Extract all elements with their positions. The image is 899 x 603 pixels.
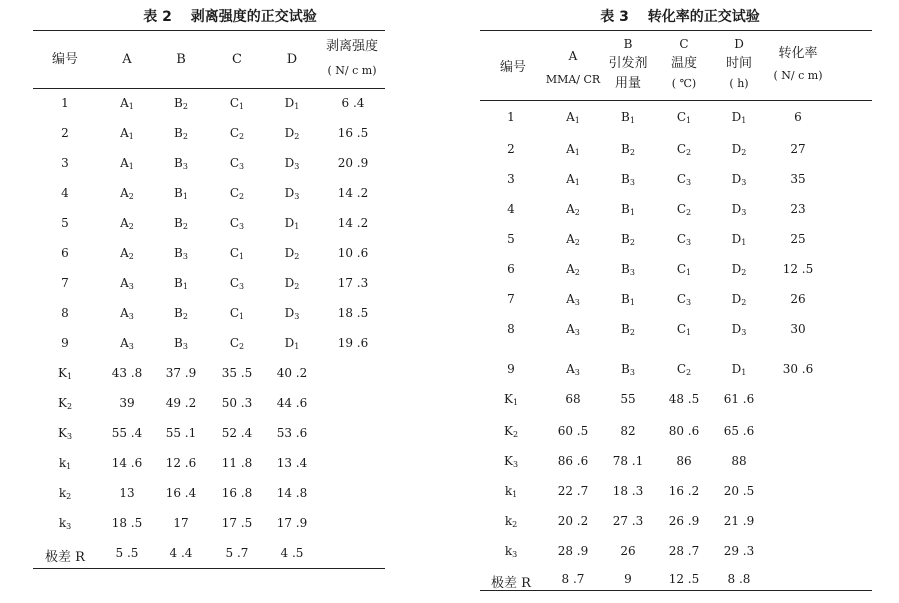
table2-header-c: C [232,52,242,67]
table3-cell-d: 29 .3 [723,544,755,558]
table3-cell-b: $B_2$ [621,322,635,337]
table3-header-c-line1: C [679,37,689,51]
table2-header-peel [316,37,388,81]
table2-cell-b: 17 [173,516,189,530]
table3-cell-c: 12 .5 [668,572,700,586]
table3-header-a-line2: MMA/ CR [545,73,601,86]
table3-cell-a: 60 .5 [557,424,589,438]
table2-cell-v: 20 .9 [337,156,369,170]
table2-cell-a: $A_1$ [120,156,134,171]
table2-cell-d: $D_1$ [284,96,300,111]
table3-header-b-line3: 用量 [614,76,641,91]
table2-caption: 表 2 剥离强度的正交试验 [143,9,317,25]
table3-cell-v: 26 [790,292,806,306]
table3-cell-no: 4 [507,202,515,216]
table3-cell-c: $C_3$ [676,172,692,187]
table2-cell-no: $k_2$ [58,486,72,501]
table3-cell-d: $D_2$ [731,262,747,277]
table2-cell-a: 39 [119,396,135,410]
table3-header-c [662,34,706,94]
table2-cell-b: $B_1$ [174,186,188,201]
table2-bottom-rule [33,568,385,569]
table3-header-b [606,34,650,94]
table3-header-d-line1: D [734,37,744,51]
table3-cell-no: $K_3$ [503,454,519,469]
table3-cell-b: 27 .3 [612,514,644,528]
table2-cell-a: $A_3$ [120,306,134,321]
table2-header-a: A [122,52,132,67]
table3-cell-v: 23 [790,202,806,216]
table3-caption: 表 3 转化率的正交试验 [600,9,760,25]
table3-header-rate-line2: ( N/ c m) [773,69,823,82]
table3-cell-no: 5 [507,232,515,246]
table3-header-rate-line1: 转化率 [778,46,818,61]
table3-cell-no: 3 [507,172,515,186]
table3-cell-a: 22 .7 [557,484,589,498]
table2-cell-no: 极差 R [45,550,85,565]
table2-cell-d: $D_2$ [284,126,300,141]
table3-cell-d: $D_3$ [731,172,747,187]
table3-header-d [717,34,761,94]
table2-cell-a: $A_3$ [120,336,134,351]
table3-cell-b: $B_3$ [621,262,635,277]
table2-cell-no: $K_2$ [57,396,73,411]
table3-cell-b: 9 [624,572,632,586]
table2-cell-a: $A_2$ [120,246,134,261]
table3-cell-a: $A_2$ [566,232,580,247]
table2-header-d: D [286,52,298,67]
table3-cell-v: 30 .6 [782,362,814,376]
table3-cell-no: 7 [507,292,515,306]
table2-cell-c: 16 .8 [221,486,253,500]
table3-cell-a: $A_3$ [566,292,580,307]
table3-header-b-line2: 引发剂 [608,56,648,71]
table2-cell-c: $C_2$ [229,126,245,141]
table2-cell-a: $A_2$ [120,186,134,201]
table3-cell-d: 65 .6 [723,424,755,438]
table3-cell-b: $B_1$ [621,292,635,307]
table3-cell-d: $D_1$ [731,110,747,125]
table2-cell-b: 4 .4 [169,546,193,560]
table2-cell-no: $k_3$ [58,516,72,531]
table3-cell-c: 48 .5 [668,392,700,406]
table2-cell-no: 6 [61,246,69,260]
table3-cell-a: $A_1$ [566,110,580,125]
table2-cell-c: 50 .3 [221,396,253,410]
table2-cell-c: 5 .7 [225,546,249,560]
table2 [0,0,440,603]
table3-cell-d: 61 .6 [723,392,755,406]
table2-cell-a: 18 .5 [111,516,143,530]
table2-cell-d: 44 .6 [276,396,308,410]
table3-cell-v: 35 [790,172,806,186]
table2-cell-d: $D_3$ [284,156,300,171]
table2-cell-v: 19 .6 [337,336,369,350]
table2-cell-a: $A_1$ [120,96,134,111]
table2-cell-d: $D_1$ [284,216,300,231]
table3-cell-no: 9 [507,362,515,376]
table2-cell-b: 12 .6 [165,456,197,470]
table3-cell-a: 86 .6 [557,454,589,468]
table3-cell-a: $A_2$ [566,262,580,277]
table3-cell-d: 8 .8 [727,572,751,586]
table3-cell-b: $B_2$ [621,232,635,247]
table2-cell-d: 53 .6 [276,426,308,440]
table3-cell-no: 8 [507,322,515,336]
table3-cell-d: $D_2$ [731,292,747,307]
table2-cell-no: $K_3$ [57,426,73,441]
table3-cell-c: 80 .6 [668,424,700,438]
table3-cell-a: $A_3$ [566,322,580,337]
table3-header-a-line1: A [568,49,578,63]
table3-cell-a: 8 .7 [561,572,585,586]
table3-cell-a: 20 .2 [557,514,589,528]
table2-header-no: 编号 [51,52,78,67]
table2-cell-c: $C_3$ [229,276,245,291]
table3-top-rule [480,30,872,31]
table2-cell-no: 7 [61,276,69,290]
table2-cell-c: $C_3$ [229,216,245,231]
table2-cell-c: $C_3$ [229,156,245,171]
table3-cell-c: 86 [676,454,692,468]
table2-cell-no: 1 [61,96,69,110]
table2-cell-c: 52 .4 [221,426,253,440]
table3-cell-a: 28 .9 [557,544,589,558]
table2-cell-c: $C_1$ [229,96,245,111]
table2-cell-a: $A_2$ [120,216,134,231]
table2-cell-d: $D_2$ [284,246,300,261]
table2-cell-d: 14 .8 [276,486,308,500]
table2-cell-a: 14 .6 [111,456,143,470]
table2-header-peel-line1: 剥离强度 [325,39,378,54]
table2-cell-d: 17 .9 [276,516,308,530]
table2-cell-v: 14 .2 [337,186,369,200]
table2-cell-b: 55 .1 [165,426,197,440]
table3-cell-c: $C_1$ [676,110,692,125]
table3-cell-v: 6 [794,110,802,124]
table2-cell-b: $B_3$ [174,246,188,261]
table3-cell-a: $A_1$ [566,172,580,187]
table2-cell-c: $C_1$ [229,306,245,321]
table2-cell-v: 6 .4 [341,96,365,110]
table3-cell-d: $D_3$ [731,202,747,217]
table2-cell-a: 43 .8 [111,366,143,380]
table2-cell-v: 17 .3 [337,276,369,290]
table3-header-rule [480,100,872,101]
table3-header-c-line2: 温度 [670,56,697,71]
table3-cell-no: $k_2$ [504,514,518,529]
table3-header-no: 编号 [499,60,526,75]
table3-header-c-line3: ( ℃) [671,77,697,90]
table3-cell-no: 极差 R [491,576,531,591]
table2-cell-c: 17 .5 [221,516,253,530]
table3-cell-b: 18 .3 [612,484,644,498]
table3-cell-v: 27 [790,142,806,156]
table2-top-rule [33,30,385,31]
table2-cell-b: 37 .9 [165,366,197,380]
table3-cell-b: $B_3$ [621,362,635,377]
table3-cell-b: $B_3$ [621,172,635,187]
table2-cell-d: 4 .5 [280,546,304,560]
table3-cell-a: $A_3$ [566,362,580,377]
table3-cell-c: $C_1$ [676,262,692,277]
table2-cell-d: 13 .4 [276,456,308,470]
table3-cell-c: $C_2$ [676,362,692,377]
table3-cell-c: $C_3$ [676,232,692,247]
table3-cell-d: $D_1$ [731,232,747,247]
table3-cell-c: $C_2$ [676,202,692,217]
table2-cell-b: $B_2$ [174,306,188,321]
table3-cell-c: $C_1$ [676,322,692,337]
table2-cell-v: 16 .5 [337,126,369,140]
table3-cell-no: $k_1$ [504,484,518,499]
table2-cell-b: 49 .2 [165,396,197,410]
table2-cell-b: $B_2$ [174,96,188,111]
table3-cell-no: 2 [507,142,515,156]
table2-cell-no: 4 [61,186,69,200]
table2-cell-d: $D_1$ [284,336,300,351]
table2-cell-b: $B_2$ [174,126,188,141]
table3-cell-d: $D_2$ [731,142,747,157]
table3-header-a [535,46,611,90]
table2-cell-a: 13 [119,486,135,500]
table2-cell-c: $C_2$ [229,186,245,201]
table2-cell-a: 5 .5 [115,546,139,560]
table3-cell-v: 30 [790,322,806,336]
table2-header-rule [33,88,385,89]
table2-header-peel-line2: ( N/ c m) [327,64,377,77]
table3-cell-b: $B_2$ [621,142,635,157]
table2-cell-no: 9 [61,336,69,350]
table3-cell-c: 28 .7 [668,544,700,558]
table3-cell-b: $B_1$ [621,110,635,125]
table2-cell-a: $A_3$ [120,276,134,291]
table3-cell-b: 26 [620,544,636,558]
table3-header-d-line3: ( h) [729,77,749,90]
table2-cell-b: $B_2$ [174,216,188,231]
table3-cell-a: $A_2$ [566,202,580,217]
table2-cell-no: $k_1$ [58,456,72,471]
table2-cell-b: $B_3$ [174,156,188,171]
table2-cell-c: $C_1$ [229,246,245,261]
table3-cell-v: 25 [790,232,806,246]
table3 [440,0,899,603]
table3-cell-d: $D_1$ [731,362,747,377]
table3-cell-no: 1 [507,110,515,124]
table3-cell-d: $D_3$ [731,322,747,337]
table2-cell-c: $C_2$ [229,336,245,351]
table2-cell-no: 5 [61,216,69,230]
table3-cell-no: 6 [507,262,515,276]
table2-cell-no: 3 [61,156,69,170]
table3-cell-c: 26 .9 [668,514,700,528]
table2-cell-v: 18 .5 [337,306,369,320]
table3-bottom-rule [480,590,872,591]
table3-cell-c: $C_3$ [676,292,692,307]
table2-cell-c: 11 .8 [221,456,253,470]
table2-cell-v: 14 .2 [337,216,369,230]
table2-cell-a: $A_1$ [120,126,134,141]
table3-cell-d: 88 [731,454,747,468]
table2-cell-no: 8 [61,306,69,320]
table3-header-d-line2: 时间 [725,56,752,71]
table2-cell-b: $B_1$ [174,276,188,291]
table2-cell-d: 40 .2 [276,366,308,380]
table3-cell-b: 78 .1 [612,454,644,468]
table3-header-b-line1: B [623,37,633,51]
table3-cell-b: 55 [620,392,636,406]
table2-cell-d: $D_3$ [284,186,300,201]
table2-cell-b: 16 .4 [165,486,197,500]
table3-cell-b: 82 [620,424,636,438]
table3-cell-c: $C_2$ [676,142,692,157]
table2-cell-d: $D_2$ [284,276,300,291]
table3-header-rate [766,44,830,86]
table2-cell-no: $K_1$ [57,366,73,381]
table2-cell-b: $B_3$ [174,336,188,351]
table3-cell-a: $A_1$ [566,142,580,157]
table3-cell-d: 21 .9 [723,514,755,528]
table3-cell-no: $k_3$ [504,544,518,559]
table2-cell-a: 55 .4 [111,426,143,440]
table2-header-b: B [176,52,186,67]
table2-cell-c: 35 .5 [221,366,253,380]
table2-cell-no: 2 [61,126,69,140]
table2-cell-d: $D_3$ [284,306,300,321]
table3-cell-v: 12 .5 [782,262,814,276]
table3-cell-a: 68 [565,392,581,406]
table3-cell-b: $B_1$ [621,202,635,217]
table3-cell-no: $K_1$ [503,392,519,407]
table2-cell-v: 10 .6 [337,246,369,260]
table3-cell-d: 20 .5 [723,484,755,498]
table3-cell-no: $K_2$ [503,424,519,439]
table3-cell-c: 16 .2 [668,484,700,498]
